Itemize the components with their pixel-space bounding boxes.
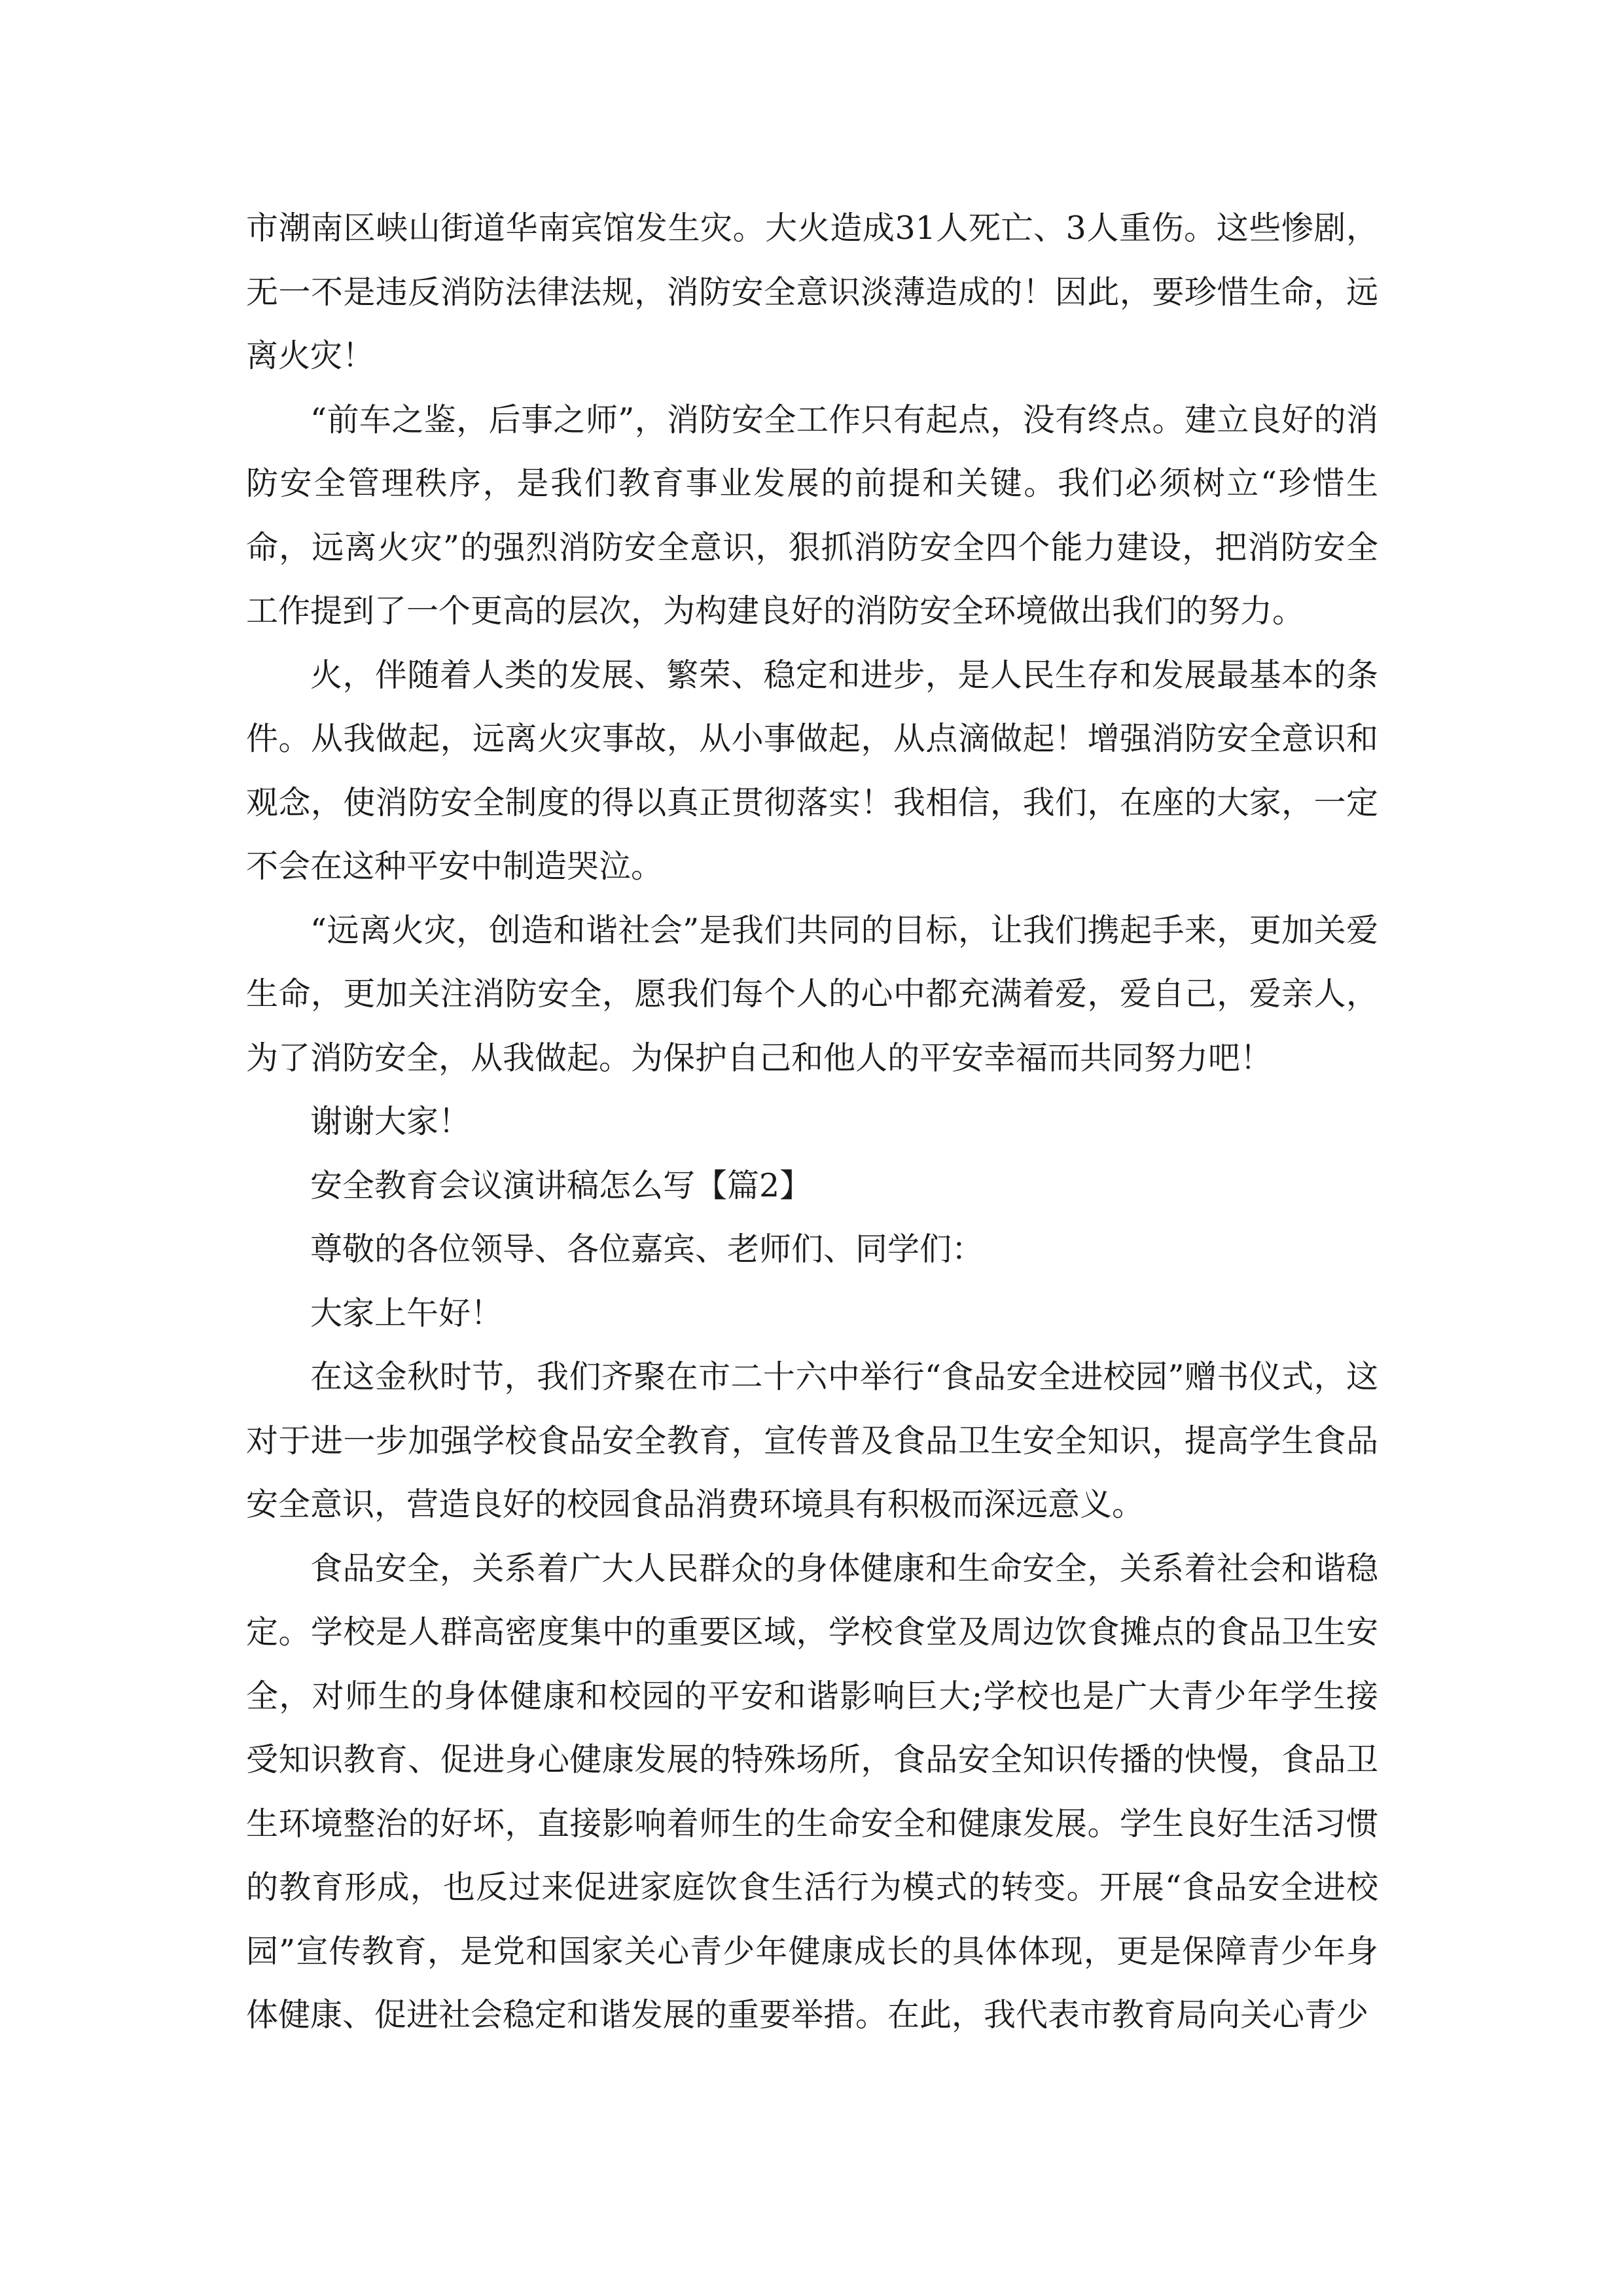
salutation: 尊敬的各位领导、各位嘉宾、老师们、同学们： [310, 1230, 984, 1268]
closing-line: 谢谢大家！ [310, 1103, 471, 1140]
section-heading: 安全教育会议演讲稿怎么写【篇2】 [310, 1166, 812, 1204]
paragraph: 食品安全，关系着广大人民群众的身体健康和生命安全，关系着社会和谐稳定。学校是人群高密度集中的重要区域，学校食堂及周边饮食摊点的食品卫生安全，对师生的身体健康和校园的平安和谐影响巨大;学校也是广大青少年学生接受知识教育、促进身心健康发展的特殊场所，食品安全知识传播的快慢，食品卫生环境整治的好坏，直接影响着师生的生命安全和健康发展。学生良好生活习惯的教育形成，也反过来促进家庭饮食生活行为模式的转变。开展“食品安全进校园”宣传教育，是党和国家关心青少年健康成长的具体体现，更是保障青少年身体健康、促进社会稳定和谐发展的重要举措。在此，我代表市教育局向关心青少 [246, 1549, 1378, 2034]
paragraph: 市潮南区峡山街道华南宾馆发生灾。大火造成31人死亡、3人重伤。这些惨剧，无一不是违反消防法律法规，消防安全意识淡薄造成的！因此，要珍惜生命，远离火灾！ [246, 209, 1378, 374]
document-body [246, 196, 1378, 2047]
paragraph: “远离火灾，创造和谐社会”是我们共同的目标，让我们携起手来，更加关爱生命，更加关注消防安全，愿我们每个人的心中都充满着爱，爱自己，爱亲人，为了消防安全，从我做起。为保护自己和他人的平安幸福而共同努力吧！ [246, 911, 1378, 1077]
paragraph: 火，伴随着人类的发展、繁荣、稳定和进步，是人民生存和发展最基本的条件。从我做起，远离火灾事故，从小事做起，从点滴做起！增强消防安全意识和观念，使消防安全制度的得以真正贯彻落实！我相信，我们，在座的大家，一定不会在这种平安中制造哭泣。 [246, 656, 1378, 885]
greeting: 大家上午好！ [310, 1294, 503, 1332]
paragraph: 在这金秋时节，我们齐聚在市二十六中举行“食品安全进校园”赠书仪式，这对于进一步加强学校食品安全教育，宣传普及食品卫生安全知识，提高学生食品安全意识，营造良好的校园食品消费环境具有积极而深远意义。 [246, 1358, 1378, 1523]
paragraph: “前车之鉴，后事之师”，消防安全工作只有起点，没有终点。建立良好的消防安全管理秩序，是我们教育事业发展的前提和关键。我们必须树立“珍惜生命，远离火灾”的强烈消防安全意识，狠抓消防安全四个能力建设，把消防安全工作提到了一个更高的层次，为构建良好的消防安全环境做出我们的努力。 [246, 401, 1378, 630]
